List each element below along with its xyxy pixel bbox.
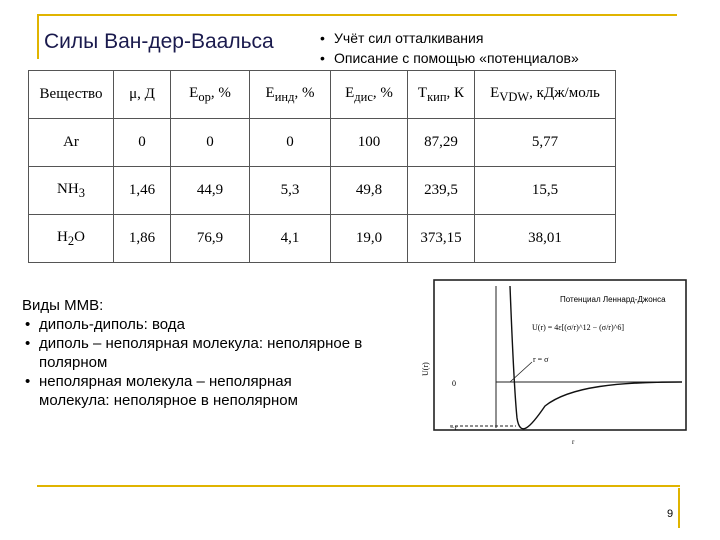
bullet-item: • Учёт сил отталкивания [320, 28, 579, 48]
table-cell: 87,29 [408, 119, 475, 167]
table-cell: 1,46 [114, 167, 171, 215]
table-cell: 1,86 [114, 215, 171, 263]
table-row [29, 119, 616, 167]
plot-formula: U(r) = 4ε[(σ/r)^12 − (σ/r)^6] [532, 323, 625, 332]
table-cell: 44,9 [171, 167, 250, 215]
slide-title: Силы Ван-дер-Ваальса [44, 30, 274, 53]
table-cell: 0 [114, 119, 171, 167]
table-cell: 4,1 [250, 215, 331, 263]
table-cell: 0 [171, 119, 250, 167]
plot-xtick: r [572, 438, 575, 446]
table-cell: $NH_3$ [29, 167, 114, 215]
mmv-heading: Виды ММВ: [22, 297, 104, 314]
page-number: 9 [667, 508, 674, 520]
table-cell: 100 [331, 119, 408, 167]
table-cell: 76,9 [171, 215, 250, 263]
table-cell: 373,15 [408, 215, 475, 263]
col-header: $T_{кип}$, К [408, 71, 475, 119]
list-item: • неполярная молекула – неполярная молекула: неполярное в неполярном [22, 372, 359, 410]
plot-title: Потенциал Леннард-Джонса [560, 295, 666, 304]
col-header: Вещество [29, 71, 114, 119]
table-row [29, 215, 616, 263]
table-cell: 49,8 [331, 167, 408, 215]
table-cell: 5,3 [250, 167, 331, 215]
mmv-section [22, 296, 429, 410]
bottom-decor-line [37, 485, 680, 487]
table-cell: 38,01 [475, 215, 616, 263]
table-cell: 15,5 [475, 167, 616, 215]
bullet-item: • Описание с помощью «потенциалов» [320, 48, 579, 68]
lennard-jones-plot [420, 278, 690, 448]
plot-eps-label: −ε [450, 423, 458, 432]
table-cell: 0 [250, 119, 331, 167]
plot-zero-label: 0 [452, 379, 456, 388]
vdw-table [28, 70, 616, 263]
table-row [29, 167, 616, 215]
sigma-label: r = σ [533, 355, 549, 364]
table-cell: 239,5 [408, 167, 475, 215]
right-decor-line [678, 488, 680, 528]
top-decor-line [37, 14, 677, 16]
list-item: • диполь-диполь: вода [22, 315, 429, 334]
table-cell: $H_2O$ [29, 215, 114, 263]
table-cell: 19,0 [331, 215, 408, 263]
col-header: $E_{VDW}$, кДж/моль [475, 71, 616, 119]
top-bullets [320, 28, 579, 68]
table-cell: Ar [29, 119, 114, 167]
table-cell: 5,77 [475, 119, 616, 167]
left-decor-line [37, 14, 39, 59]
col-header: μ, Д [114, 71, 171, 119]
col-header: $E_{ор}$, % [171, 71, 250, 119]
plot-ylabel: U(r) [421, 362, 430, 376]
list-item: • диполь – неполярная молекула: неполярное в полярном [22, 334, 429, 372]
table-header-row [29, 71, 616, 119]
col-header: $E_{дис}$, % [331, 71, 408, 119]
col-header: $E_{инд}$, % [250, 71, 331, 119]
